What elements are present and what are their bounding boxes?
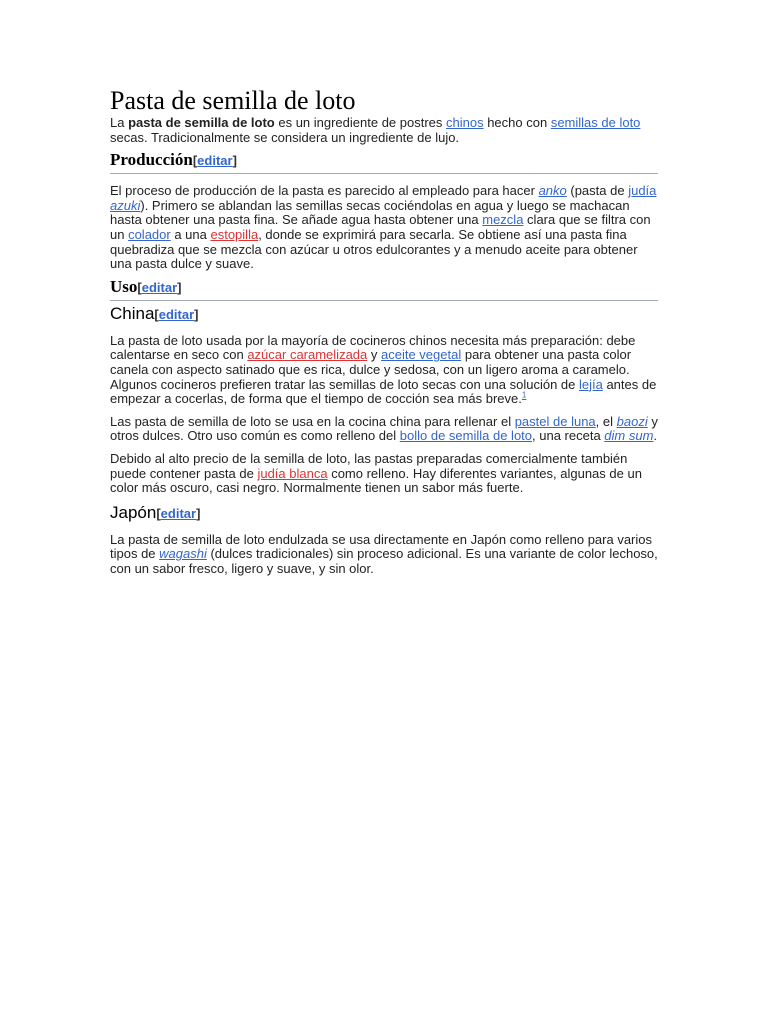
article xyxy=(110,86,658,576)
text: Debido al alto precio de la semilla de loto, las pastas preparadas comercialmente también puede contener pasta de xyxy=(110,450,628,481)
text: , donde se exprimirá para secarla. Se obtiene así una pasta fina quebradiza que se mezcla con azúcar u otros edulcorantes y a menudo aceite para obtener una pasta dulce y suave. xyxy=(110,226,638,272)
heading-text: Uso xyxy=(110,276,138,296)
intro-paragraph xyxy=(110,116,658,145)
china-paragraph-1 xyxy=(110,334,658,407)
text: a una xyxy=(170,226,211,242)
link-pastel-de-luna[interactable]: pastel de luna xyxy=(514,413,596,429)
edit-link-japon[interactable]: editar xyxy=(160,505,197,521)
link-text: judía xyxy=(628,183,657,199)
heading-text: Producción xyxy=(110,150,193,170)
section-heading-japon xyxy=(110,502,658,525)
link-wagashi[interactable] xyxy=(159,546,207,561)
text: es un ingrediente de postres xyxy=(274,115,447,130)
edit-section-link: [editar] xyxy=(137,279,182,295)
text: La pasta de semilla de loto endulzada se usa directamente en Japón como relleno para varios tipos de xyxy=(110,531,653,562)
link-lejia[interactable]: lejía xyxy=(578,376,603,392)
page-title: Pasta de semilla de loto xyxy=(110,86,356,115)
section-heading-china xyxy=(110,303,658,326)
text: . xyxy=(653,428,658,444)
text: Las pasta de semilla de loto se usa en la cocina china para rellenar el xyxy=(110,413,515,429)
text: (dulces tradicionales) sin proceso adicional. Es una variante de color lechoso, con un sabor fresco, ligero y suave, y sin olor. xyxy=(110,546,658,576)
text: La xyxy=(110,115,129,130)
china-paragraph-2 xyxy=(110,415,658,444)
text: y xyxy=(367,347,381,363)
link-mezcla[interactable]: mezcla xyxy=(482,212,524,228)
edit-section-link: [editar] xyxy=(192,153,237,169)
bold-term: pasta de semilla de loto xyxy=(128,115,275,130)
heading-text: China xyxy=(110,303,155,323)
text: y otros dulces. Otro uso común es como relleno del xyxy=(110,413,658,444)
link-anko[interactable] xyxy=(539,183,567,198)
text: , una receta xyxy=(532,428,605,444)
produccion-paragraph xyxy=(110,184,658,272)
edit-link-uso[interactable]: editar xyxy=(141,279,178,295)
link-text: anko xyxy=(538,183,567,199)
link-text: dim sum xyxy=(604,428,654,444)
text: como relleno. Hay diferentes variantes, algunas de un color más oscuro, casi negro. Normalmente tienen un sabor más fuerte. xyxy=(110,465,642,496)
text: clara que se filtra con un xyxy=(110,212,651,242)
link-text: baozi xyxy=(616,413,648,429)
text: , el xyxy=(595,413,617,429)
link-semillas-de-loto[interactable]: semillas de loto xyxy=(550,115,641,130)
text: hecho con xyxy=(483,115,551,130)
text: secas. Tradicionalmente se considera un ingrediente de lujo. xyxy=(110,129,460,145)
link-text: azuki xyxy=(110,197,141,213)
section-heading-uso xyxy=(110,276,658,301)
link-dim-sum[interactable] xyxy=(604,428,653,443)
link-estopilla[interactable]: estopilla xyxy=(210,226,259,242)
text: ). Primero se ablandan las semillas secas cociéndolas en agua y luego se machacan hasta obtener una pasta fina. Se añade agua hasta obtener una xyxy=(110,197,630,228)
china-paragraph-3 xyxy=(110,452,658,496)
section-heading-produccion xyxy=(110,149,658,174)
edit-link-produccion[interactable]: editar xyxy=(197,153,233,169)
text: El proceso de producción de la pasta es parecido al empleado para hacer xyxy=(110,183,539,199)
link-chinos[interactable]: chinos xyxy=(446,115,484,130)
link-text: wagashi xyxy=(159,546,207,562)
edit-link-china[interactable]: editar xyxy=(158,306,195,322)
japon-paragraph xyxy=(110,533,658,577)
link-colador[interactable]: colador xyxy=(128,226,171,242)
link-judia-blanca[interactable]: judía blanca xyxy=(257,465,328,481)
edit-section-link: [editar] xyxy=(154,306,199,322)
text: antes de empezar a cocerlas, de forma que el tiempo de cocción sea más breve. xyxy=(110,376,657,407)
link-azucar-caramelizada[interactable]: azúcar caramelizada xyxy=(247,347,368,363)
edit-section-link: [editar] xyxy=(156,505,201,521)
text: para obtener una pasta color canela con aspecto satinado que es rica, dulce y sedosa, con un ligero aroma a caramelo. Algunos cocineros prefieren tratar las semillas de loto secas con una solución de xyxy=(110,347,632,392)
link-bollo-de-semilla-de-loto[interactable]: bollo de semilla de loto xyxy=(399,428,533,444)
link-aceite-vegetal[interactable]: aceite vegetal xyxy=(381,347,462,363)
heading-text: Japón xyxy=(110,502,157,522)
link-baozi[interactable] xyxy=(617,414,648,429)
text: (pasta de xyxy=(566,183,629,199)
text: La pasta de loto usada por la mayoría de cocineros chinos necesita más preparación: debe calentarse en seco con xyxy=(110,332,636,363)
reference-link[interactable]: 1 xyxy=(521,390,527,400)
